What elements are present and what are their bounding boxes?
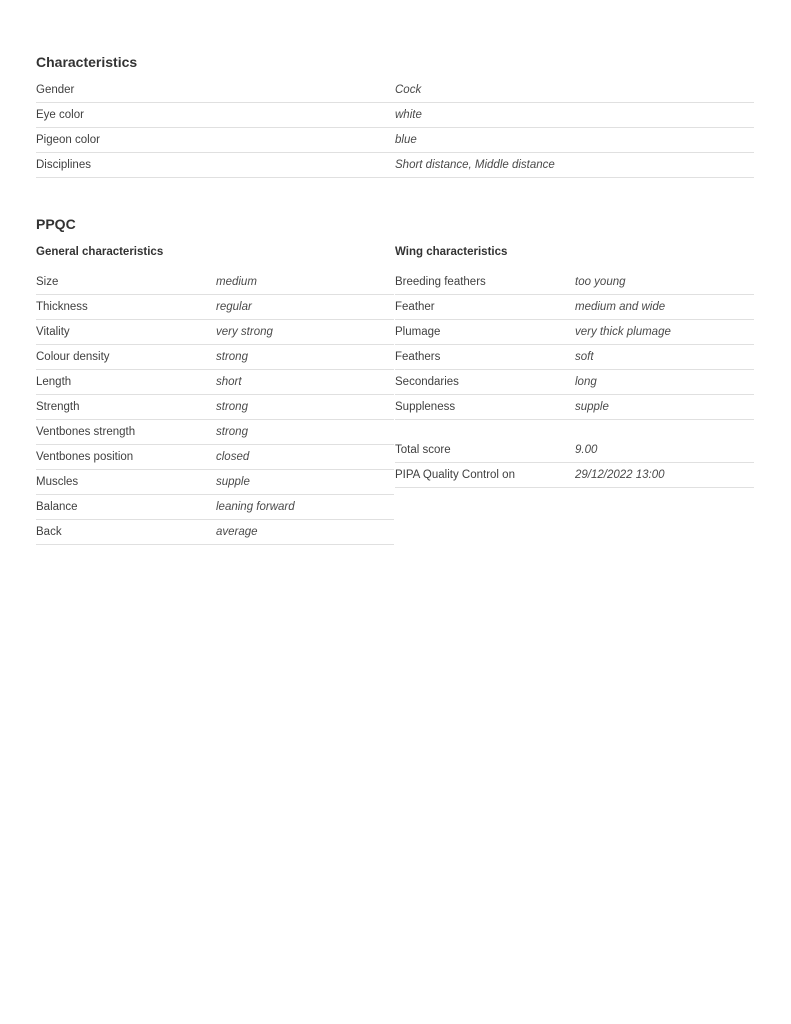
row-label: PIPA Quality Control on [395,469,515,481]
row-label: Colour density [36,351,110,363]
table-row [36,520,394,545]
general-characteristics-table [36,270,394,545]
table-row [395,295,754,320]
table-row [36,270,394,295]
table-row [36,370,394,395]
quality-control-date-row [395,463,754,488]
wing-characteristics-heading: Wing characteristics [395,246,508,258]
row-value: closed [216,451,250,463]
ppqc-title: PPQC [36,216,76,232]
row-label: Ventbones strength [36,426,136,438]
characteristics-table [36,78,754,178]
table-row [36,345,394,370]
row-label: Plumage [395,326,441,338]
row-value: strong [216,426,248,438]
row-value: medium and wide [575,301,666,313]
row-value: very strong [216,326,273,338]
row-label: Size [36,276,59,288]
table-row [36,103,754,128]
table-row [36,495,394,520]
table-row [395,320,754,345]
row-value: Cock [395,84,422,96]
row-label: Pigeon color [36,134,100,146]
row-value: supple [216,476,250,488]
table-row [36,78,754,103]
row-value: soft [575,351,594,363]
row-label: Disciplines [36,159,91,171]
table-row [36,420,394,445]
row-label: Feathers [395,351,441,363]
row-label: Balance [36,501,78,513]
table-spacer [395,420,754,438]
row-label: Secondaries [395,376,459,388]
row-value: white [395,109,422,121]
row-value: long [575,376,597,388]
row-value: Short distance, Middle distance [395,159,555,171]
row-value: strong [216,351,248,363]
row-value: blue [395,134,417,146]
table-row [36,445,394,470]
general-characteristics-heading: General characteristics [36,246,164,258]
table-row [36,295,394,320]
total-score-row [395,438,754,463]
row-label: Ventbones position [36,451,134,463]
table-row [395,395,754,420]
row-value: strong [216,401,248,413]
table-row [36,470,394,495]
row-label: Breeding feathers [395,276,486,288]
row-label: Muscles [36,476,79,488]
row-label: Total score [395,444,451,456]
row-label: Thickness [36,301,88,313]
table-row [395,345,754,370]
row-label: Length [36,376,72,388]
table-row [36,320,394,345]
table-row [36,153,754,178]
row-value: short [216,376,242,388]
characteristics-title: Characteristics [36,54,138,70]
row-label: Vitality [36,326,70,338]
table-row [36,395,394,420]
row-value: leaning forward [216,501,295,513]
row-label: Feather [395,301,435,313]
row-value: too young [575,276,626,288]
row-label: Gender [36,84,75,96]
wing-characteristics-table [395,270,754,488]
table-row [395,270,754,295]
row-value: average [216,526,258,538]
row-label: Back [36,526,62,538]
row-value: medium [216,276,257,288]
row-value: 29/12/2022 13:00 [575,469,665,481]
row-label: Strength [36,401,80,413]
row-value: regular [216,301,252,313]
row-label: Suppleness [395,401,456,413]
row-value: 9.00 [575,444,598,456]
table-row [36,128,754,153]
row-value: supple [575,401,609,413]
row-label: Eye color [36,109,84,121]
table-row [395,370,754,395]
row-value: very thick plumage [575,326,671,338]
